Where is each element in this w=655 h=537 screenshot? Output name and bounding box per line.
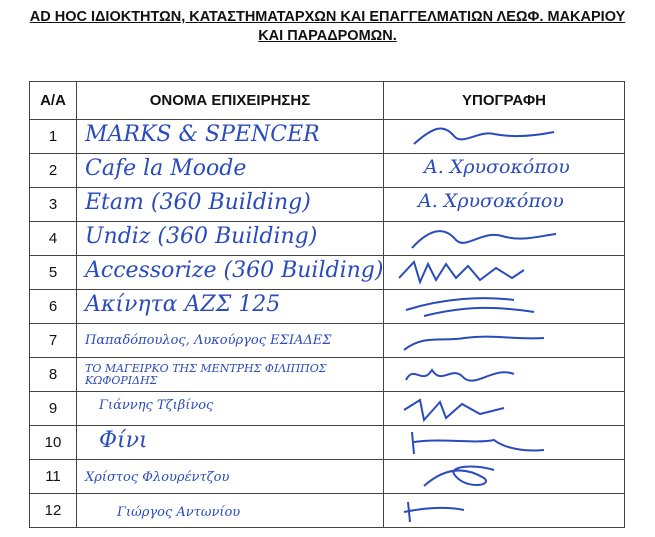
signature-cell — [384, 154, 625, 188]
signature-table — [29, 81, 625, 528]
signature-cell — [384, 290, 625, 324]
business-name-cell — [77, 460, 384, 494]
handwritten-signature — [384, 494, 624, 527]
business-name: Γιώργος Αντωνίου — [117, 505, 241, 520]
business-name: Undiz (360 Building) — [85, 224, 318, 249]
handwritten-signature — [384, 426, 624, 459]
signature-cell — [384, 426, 625, 460]
handwritten-signature — [384, 222, 624, 255]
table-row — [30, 290, 625, 324]
header-business-name: ΟΝΟΜΑ ΕΠΙΧΕΙΡΗΣΗΣ — [77, 82, 384, 120]
business-name: Παπαδόπουλος, Λυκούργος ΕΣΙΑΔΕΣ — [85, 333, 332, 348]
table-row — [30, 426, 625, 460]
business-name: Cafe la Moode — [85, 156, 247, 181]
table-row — [30, 358, 625, 392]
row-number: 5 — [30, 256, 77, 290]
table-row — [30, 392, 625, 426]
header-signature: ΥΠΟΓΡΑΦΗ — [384, 82, 625, 120]
table-row — [30, 222, 625, 256]
row-number: 6 — [30, 290, 77, 324]
table-row — [30, 256, 625, 290]
table-row — [30, 460, 625, 494]
signature-cell — [384, 188, 625, 222]
business-name: Etam (360 Building) — [85, 190, 311, 215]
row-number: 12 — [30, 494, 77, 528]
business-name-cell — [77, 120, 384, 154]
signature-cell — [384, 324, 625, 358]
row-number: 10 — [30, 426, 77, 460]
business-name-cell — [77, 494, 384, 528]
signature-cell — [384, 460, 625, 494]
business-name-cell — [77, 324, 384, 358]
business-name-cell — [77, 222, 384, 256]
header-aa: Α/Α — [30, 82, 77, 120]
business-name: MARKS & SPENCER — [85, 122, 320, 147]
handwritten-signature — [384, 324, 624, 357]
business-name-cell — [77, 358, 384, 392]
business-name-cell — [77, 426, 384, 460]
table-row — [30, 188, 625, 222]
business-name-cell — [77, 188, 384, 222]
table-row — [30, 154, 625, 188]
handwritten-signature: Α. Χρυσοκόπου — [418, 190, 564, 212]
handwritten-signature — [384, 358, 624, 391]
row-number: 1 — [30, 120, 77, 154]
business-name: Γιάννης Τζιβίνος — [99, 398, 214, 413]
business-name: Φίνι — [99, 428, 148, 453]
handwritten-signature — [384, 120, 624, 153]
table-row — [30, 120, 625, 154]
business-name: Ακίνητα ΑΖΣ 125 — [85, 292, 281, 317]
business-name-cell — [77, 392, 384, 426]
business-name: Accessorize (360 Building) — [85, 258, 384, 283]
row-number: 2 — [30, 154, 77, 188]
business-name-cell — [77, 154, 384, 188]
handwritten-signature — [384, 256, 624, 289]
handwritten-signature: Α. Χρυσοκόπου — [424, 156, 570, 178]
signature-cell — [384, 256, 625, 290]
table-row — [30, 494, 625, 528]
business-name-cell — [77, 256, 384, 290]
signature-cell — [384, 392, 625, 426]
handwritten-signature — [384, 290, 624, 323]
row-number: 11 — [30, 460, 77, 494]
row-number: 9 — [30, 392, 77, 426]
business-name: ΤΟ ΜΑΓΕΙΡΚΟ ΤΗΣ ΜΕΝΤΡΗΣ ΦΙΛΙΠΠΟΣ ΚΩΦΟΡΙΔΗΣ — [85, 362, 327, 387]
signature-cell — [384, 494, 625, 528]
table-row — [30, 324, 625, 358]
row-number: 4 — [30, 222, 77, 256]
business-name: Χρίστος Φλουρέντζου — [85, 470, 230, 485]
signature-cell — [384, 358, 625, 392]
handwritten-signature — [384, 460, 624, 493]
signature-cell — [384, 222, 625, 256]
document-title: AD HOC ΙΔΙΟΚΤΗΤΩΝ, ΚΑΤΑΣΤΗΜΑΤΑΡΧΩΝ ΚΑΙ ΕΠΑΓΓΕΛΜΑΤΙΩΝ ΛΕΩΦ. ΜΑΚΑΡΙΟΥ ΚΑΙ ΠΑΡΑΔΡΟΜΩΝ. — [29, 9, 626, 44]
row-number: 8 — [30, 358, 77, 392]
row-number: 7 — [30, 324, 77, 358]
handwritten-signature — [384, 392, 624, 425]
table-header-row — [30, 82, 625, 120]
signature-cell — [384, 120, 625, 154]
business-name-cell — [77, 290, 384, 324]
row-number: 3 — [30, 188, 77, 222]
